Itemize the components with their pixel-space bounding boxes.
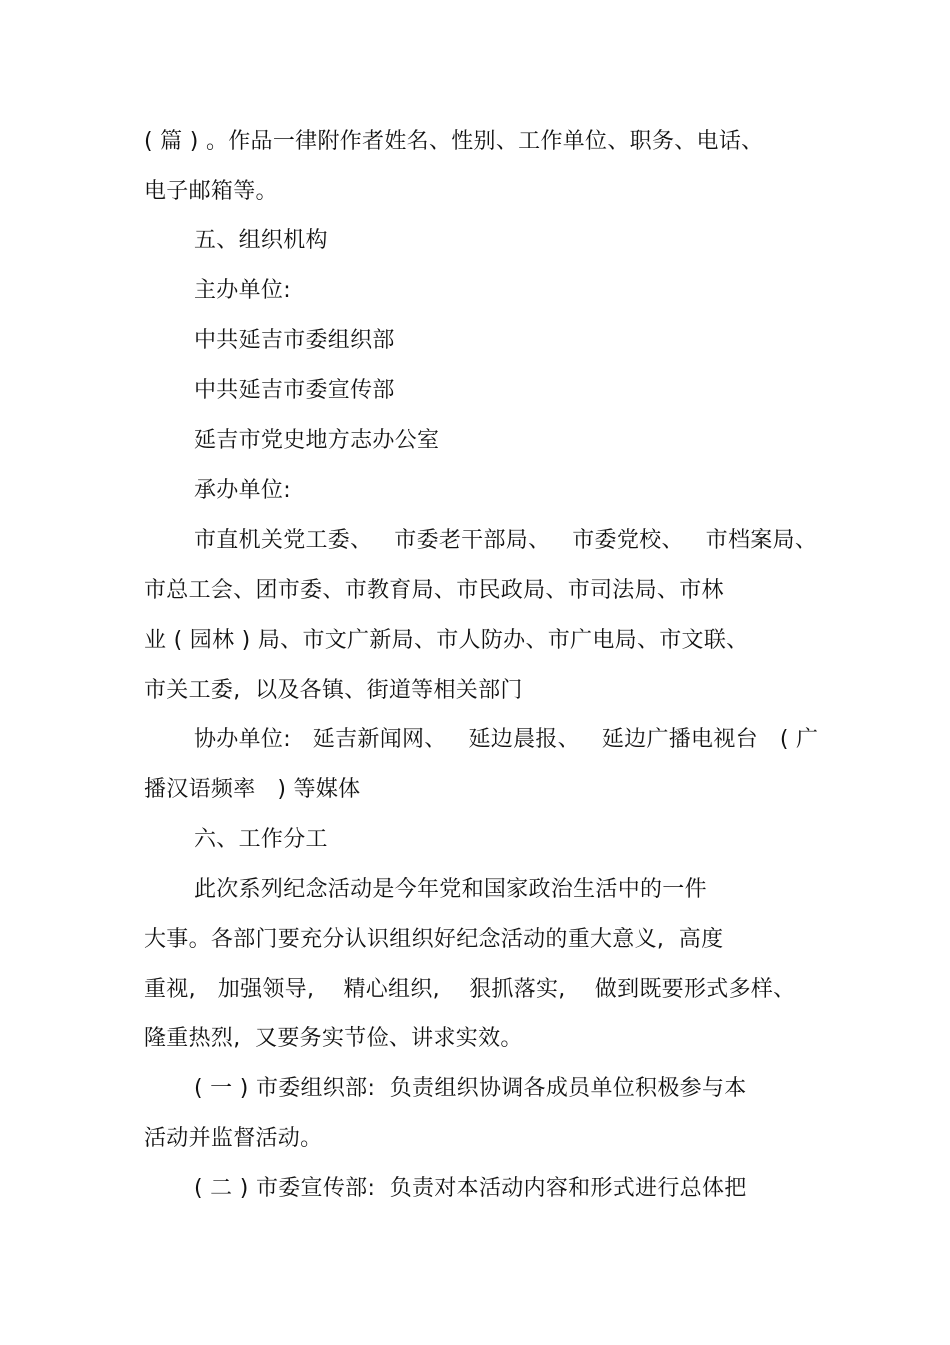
paragraph-line: ( 一 ) 市委组织部: 负责组织协调各成员单位积极参与本: [194, 1076, 747, 1101]
paragraph-line: 电子邮箱等。: [144, 179, 278, 204]
paragraph-line: 重视, 加强领导, 精心组织, 狠抓落实, 做到既要形式多样、: [144, 977, 796, 1002]
paragraph-line: 中共延吉市委宣传部: [194, 378, 395, 403]
paragraph-line: 大事。各部门要充分认识组织好纪念活动的重大意义, 高度: [144, 927, 724, 952]
paragraph-line: 播汉语频率 ) 等媒体: [144, 777, 361, 802]
section-heading: 五、组织机构: [194, 228, 328, 253]
paragraph-line: 承办单位:: [194, 478, 291, 503]
paragraph-line: 市关工委, 以及各镇、街道等相关部门: [144, 678, 523, 703]
paragraph-line: 此次系列纪念活动是今年党和国家政治生活中的一件: [194, 877, 707, 902]
paragraph-line: 隆重热烈, 又要务实节俭、讲求实效。: [144, 1026, 523, 1051]
section-heading: 六、工作分工: [194, 827, 328, 852]
paragraph-line: 延吉市党史地方志办公室: [194, 428, 440, 453]
paragraph-line: 活动并监督活动。: [144, 1126, 323, 1151]
paragraph-line: ( 篇 ) 。作品一律附作者姓名、性别、工作单位、职务、电话、: [144, 129, 764, 154]
paragraph-line: 主办单位:: [194, 278, 291, 303]
paragraph-line: 协办单位: 延吉新闻网、 延边晨报、 延边广播电视台 ( 广: [194, 727, 819, 752]
paragraph-line: 市直机关党工委、 市委老干部局、 市委党校、 市档案局、: [194, 528, 818, 553]
paragraph-line: ( 二 ) 市委宣传部: 负责对本活动内容和形式进行总体把: [194, 1176, 747, 1201]
paragraph-line: 业 ( 园林 ) 局、市文广新局、市人防办、市广电局、市文联、: [144, 628, 749, 653]
paragraph-line: 中共延吉市委组织部: [194, 328, 395, 353]
paragraph-line: 市总工会、团市委、市教育局、市民政局、市司法局、市林: [144, 578, 724, 603]
